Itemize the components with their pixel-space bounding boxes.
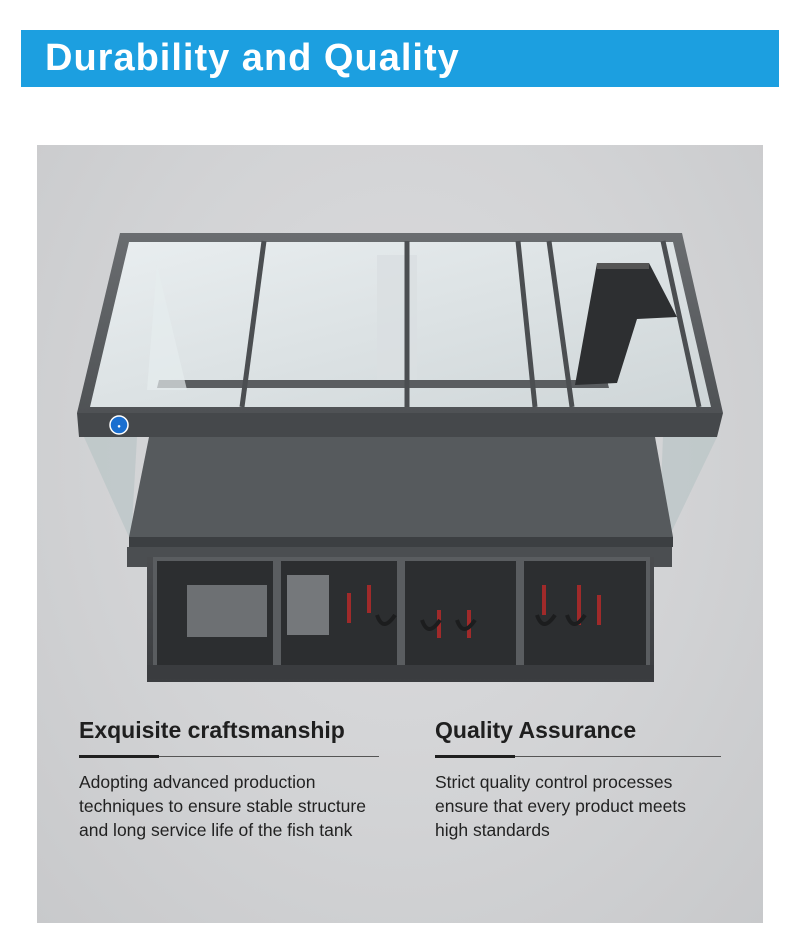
- feature-description: Strict quality control processes ensure that every product meets high standards: [435, 772, 686, 840]
- divider-accent: [435, 755, 515, 758]
- header-banner: [21, 30, 779, 87]
- feature-title: Exquisite craftsmanship: [79, 717, 345, 743]
- divider: [79, 756, 379, 757]
- feature-quality-assurance: [435, 717, 721, 842]
- feature-title: Quality Assurance: [435, 717, 637, 743]
- divider-accent: [79, 755, 159, 758]
- page-title: Durability and Quality: [45, 37, 460, 79]
- feature-craftsmanship: [79, 717, 379, 842]
- svg-text:●: ●: [117, 424, 121, 430]
- divider: [435, 756, 721, 757]
- brand-logo-icon: [110, 416, 128, 434]
- feature-description: Adopting advanced production techniques to ensure stable structure and long service life of the fish tank: [79, 772, 366, 840]
- product-panel: [37, 145, 763, 923]
